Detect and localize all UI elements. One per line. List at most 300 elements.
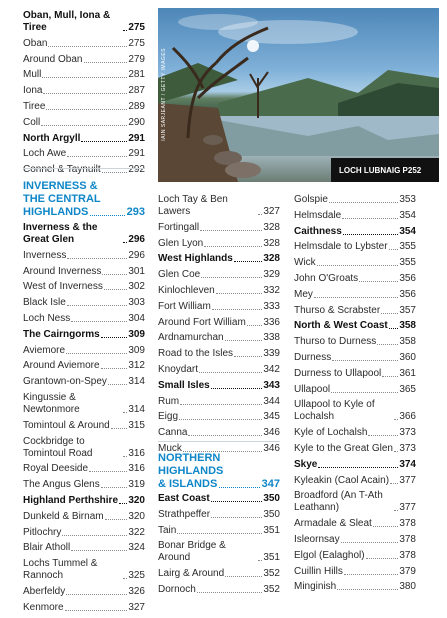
- entry-page-number: 319: [128, 479, 145, 491]
- landscape-illustration: [158, 8, 439, 182]
- dot-leader: [343, 234, 399, 235]
- dot-leader: [123, 456, 127, 457]
- entry-page-number: 373: [399, 427, 416, 439]
- dot-leader: [197, 592, 263, 593]
- dot-leader: [179, 419, 262, 420]
- contents-entry[interactable]: [294, 490, 416, 514]
- entry-page-number: 365: [399, 383, 416, 395]
- entry-page-number: 333: [263, 300, 280, 312]
- contents-column-1-bottom: [23, 222, 145, 618]
- entry-label: Around Inverness: [23, 265, 102, 277]
- contents-entry[interactable]: [158, 222, 280, 234]
- contents-entry[interactable]: [23, 54, 145, 66]
- contents-entry[interactable]: [158, 493, 280, 505]
- contents-entry[interactable]: [23, 313, 145, 325]
- entry-label: Oban: [23, 37, 48, 49]
- dot-leader: [332, 360, 398, 361]
- dot-leader: [359, 281, 398, 282]
- contents-entry[interactable]: [23, 297, 145, 309]
- contents-entry[interactable]: [23, 527, 145, 539]
- dot-leader: [89, 471, 127, 472]
- contents-entry[interactable]: [158, 253, 280, 265]
- entry-label: Muck: [158, 442, 182, 454]
- entry-label: Highland Perthshire: [23, 494, 119, 506]
- entry-label: Skye: [294, 458, 318, 470]
- dot-leader: [373, 526, 398, 527]
- entry-page-number: 353: [399, 194, 416, 205]
- entry-page-number: 320: [128, 494, 145, 506]
- entry-page-number: 351: [263, 524, 280, 536]
- entry-label: Fortingall: [158, 221, 200, 233]
- entry-page-number: 378: [399, 533, 416, 545]
- contents-entry[interactable]: [23, 479, 145, 491]
- contents-entry[interactable]: [23, 436, 145, 460]
- contents-entry[interactable]: [23, 281, 145, 293]
- contents-entry[interactable]: [294, 534, 416, 546]
- entry-page-number: 328: [263, 253, 280, 265]
- dot-leader: [394, 419, 398, 420]
- contents-entry[interactable]: [158, 269, 280, 281]
- entry-page-number: 316: [128, 447, 145, 459]
- entry-label: Durness to Ullapool: [294, 367, 382, 379]
- dot-leader: [382, 376, 398, 377]
- entry-label: Road to the Isles: [158, 348, 234, 360]
- entry-label: The Cairngorms: [23, 328, 100, 340]
- entry-label: West of Inverness: [23, 281, 103, 293]
- dot-leader: [123, 578, 127, 579]
- section-heading-page: 293: [126, 206, 145, 218]
- section-heading-line-3: & ISLANDS: [158, 478, 218, 490]
- contents-entry[interactable]: [294, 305, 416, 317]
- entry-label: Pitlochry: [23, 526, 62, 538]
- dot-leader: [67, 156, 127, 157]
- dot-leader: [119, 503, 127, 504]
- entry-label: Small Isles: [158, 379, 210, 391]
- dot-leader: [65, 610, 128, 611]
- contents-entry[interactable]: [158, 584, 280, 596]
- entry-label: Blair Atholl: [23, 542, 71, 554]
- dot-leader: [66, 594, 127, 595]
- dot-leader: [216, 293, 263, 294]
- entry-label: Connel & Taynuilt: [23, 164, 101, 176]
- contents-entry[interactable]: [23, 558, 145, 582]
- dot-leader: [66, 353, 127, 354]
- entry-page-number: 275: [128, 22, 145, 33]
- entry-label: Dornoch: [158, 583, 196, 595]
- entry-label: Around Oban: [23, 53, 83, 65]
- entry-page-number: 320: [128, 510, 145, 522]
- entry-page-number: 352: [263, 568, 280, 580]
- entry-label: Loch Ness: [23, 312, 71, 324]
- contents-entry[interactable]: [23, 360, 145, 372]
- entry-label: Knoydart: [158, 363, 199, 375]
- contents-entry[interactable]: [23, 463, 145, 475]
- contents-entry[interactable]: [23, 148, 145, 160]
- entry-page-number: 354: [399, 209, 416, 221]
- entry-page-number: 324: [128, 542, 145, 554]
- contents-entry[interactable]: [158, 540, 280, 564]
- entry-label: Fort William: [158, 300, 211, 312]
- entry-label: Ardnamurchan: [158, 332, 224, 344]
- entry-page-number: 287: [128, 85, 145, 97]
- dot-leader: [43, 93, 127, 94]
- entry-label: Grantown-on-Spey: [23, 376, 107, 388]
- entry-page-number: 303: [128, 297, 145, 309]
- entry-page-number: 275: [128, 37, 145, 49]
- contents-entry[interactable]: [294, 226, 416, 238]
- entry-page-number: 352: [263, 583, 280, 595]
- dot-leader: [188, 435, 262, 436]
- entry-page-number: 291: [128, 148, 145, 160]
- entry-label: Black Isle: [23, 297, 66, 309]
- entry-page-number: 378: [399, 549, 416, 561]
- dot-leader: [46, 109, 127, 110]
- loch-lubnaig-photo: [158, 8, 439, 182]
- contents-entry[interactable]: [294, 368, 416, 380]
- contents-entry[interactable]: [294, 581, 416, 593]
- entry-page-number: 314: [128, 403, 145, 415]
- entry-label: Elgol (Ealaghol): [294, 549, 365, 561]
- entry-page-number: 281: [128, 69, 145, 81]
- entry-page-number: 373: [399, 442, 416, 454]
- contents-entry[interactable]: [294, 443, 416, 455]
- entry-page-number: 380: [399, 581, 416, 593]
- dot-leader: [42, 77, 127, 78]
- dot-leader: [41, 125, 127, 126]
- dot-leader: [71, 550, 127, 551]
- entry-page-number: 325: [128, 570, 145, 582]
- entry-label: Ullapool to Kyle of Lochalsh: [294, 399, 375, 423]
- contents-entry[interactable]: [23, 511, 145, 523]
- dot-leader: [368, 435, 398, 436]
- entry-label: Cuillin Hills: [294, 565, 343, 577]
- contents-entry[interactable]: [23, 266, 145, 278]
- entry-label: Wick: [294, 257, 316, 269]
- contents-entry[interactable]: [23, 164, 145, 176]
- contents-entry[interactable]: [158, 194, 280, 218]
- entry-page-number: 309: [128, 328, 145, 340]
- contents-entry[interactable]: [23, 392, 145, 416]
- entry-label: Rum: [158, 395, 180, 407]
- contents-entry[interactable]: [23, 101, 145, 113]
- entry-label: Inverness & the Great Glen: [23, 222, 98, 245]
- entry-label: Coll: [23, 116, 41, 128]
- entry-page-number: 290: [128, 116, 145, 128]
- entry-page-number: 350: [263, 493, 280, 504]
- entry-label: Inverness: [23, 249, 67, 261]
- entry-page-number: 374: [399, 458, 416, 470]
- entry-label: Kyle to the Great Glen: [294, 442, 393, 454]
- contents-entry[interactable]: [23, 329, 145, 341]
- dot-leader: [258, 560, 262, 561]
- entry-page-number: 279: [128, 53, 145, 65]
- entry-label: Bonar Bridge & Around: [158, 540, 226, 564]
- dot-leader: [317, 265, 399, 266]
- dot-leader: [394, 510, 398, 511]
- entry-label: Mull: [23, 69, 42, 81]
- entry-label: Cockbridge to Tomintoul Road: [23, 435, 93, 459]
- dot-leader: [123, 242, 127, 243]
- dot-leader: [390, 483, 398, 484]
- contents-entry[interactable]: [23, 38, 145, 50]
- photo-credit: IAIN SARJEANT / GETTY IMAGES: [161, 48, 167, 141]
- contents-entry[interactable]: [294, 273, 416, 285]
- entry-page-number: 360: [399, 351, 416, 363]
- section-heading-line-1: INVERNESS &: [23, 180, 98, 192]
- entry-label: Glen Coe: [158, 269, 201, 281]
- entry-label: Canna: [158, 427, 188, 439]
- dot-leader: [81, 141, 127, 142]
- entry-page-number: 327: [128, 601, 145, 613]
- entry-label: Kyleakin (Caol Acain): [294, 474, 390, 486]
- contents-entry[interactable]: [294, 210, 416, 222]
- dot-leader: [318, 467, 398, 468]
- dot-leader: [258, 214, 262, 215]
- contents-column-1-top: [23, 10, 145, 180]
- entry-page-number: 292: [128, 164, 145, 176]
- contents-entry[interactable]: [23, 420, 145, 432]
- entry-label: North Argyll: [23, 132, 81, 144]
- entry-page-number: 296: [128, 234, 145, 245]
- entry-page-number: 355: [399, 257, 416, 269]
- dot-leader: [102, 274, 127, 275]
- entry-page-number: 322: [128, 526, 145, 538]
- dot-leader: [331, 392, 398, 393]
- section-heading-page: 347: [261, 478, 280, 490]
- dot-leader: [394, 451, 398, 452]
- entry-label: Kyle of Lochalsh: [294, 427, 368, 439]
- dot-leader: [104, 289, 127, 290]
- dot-leader: [341, 542, 399, 543]
- entry-label: Armadale & Sleat: [294, 518, 372, 530]
- contents-entry[interactable]: [158, 317, 280, 329]
- contents-entry[interactable]: [294, 518, 416, 530]
- entry-label: West Highlands: [158, 253, 233, 265]
- contents-entry[interactable]: [23, 85, 145, 97]
- dot-leader: [344, 574, 398, 575]
- dot-leader: [123, 30, 127, 31]
- entry-page-number: 328: [263, 221, 280, 233]
- entry-page-number: 346: [263, 442, 280, 454]
- entry-label: Oban, Mull, Iona & Tiree: [23, 10, 111, 33]
- contents-entry[interactable]: [294, 550, 416, 562]
- dot-leader: [62, 535, 127, 536]
- dot-leader: [377, 344, 398, 345]
- section-heading-line-3: HIGHLANDS: [23, 206, 89, 218]
- dot-leader: [199, 372, 262, 373]
- entry-page-number: 296: [128, 249, 145, 261]
- entry-label: Around Aviemore: [23, 360, 100, 372]
- contents-entry[interactable]: [23, 376, 145, 388]
- entry-label: Around Fort William: [158, 316, 246, 328]
- contents-entry[interactable]: [158, 285, 280, 297]
- entry-page-number: 289: [128, 100, 145, 112]
- entry-label: Isleornsay: [294, 533, 340, 545]
- contents-entry[interactable]: [23, 222, 145, 246]
- entry-label: Thurso & Scrabster: [294, 304, 381, 316]
- entry-page-number: 304: [128, 312, 145, 324]
- dot-leader: [84, 62, 128, 63]
- dot-leader: [200, 230, 262, 231]
- entry-page-number: 346: [263, 427, 280, 439]
- entry-label: Glen Lyon: [158, 237, 204, 249]
- contents-entry[interactable]: [158, 380, 280, 392]
- contents-entry[interactable]: [158, 238, 280, 250]
- entry-page-number: 309: [128, 344, 145, 356]
- contents-entry[interactable]: [23, 69, 145, 81]
- contents-entry[interactable]: [294, 241, 416, 253]
- entry-label: Loch Awe: [23, 148, 67, 160]
- entry-label: Thurso to Durness: [294, 336, 377, 348]
- entry-label: Golspie: [294, 194, 328, 205]
- contents-entry[interactable]: [158, 301, 280, 313]
- entry-label: North & West Coast: [294, 320, 388, 332]
- entry-label: Helmsdale: [294, 209, 342, 221]
- contents-entry[interactable]: [23, 133, 145, 145]
- entry-page-number: 350: [263, 508, 280, 520]
- contents-entry[interactable]: [294, 289, 416, 301]
- contents-entry[interactable]: [294, 384, 416, 396]
- contents-entry[interactable]: [294, 320, 416, 332]
- entry-label: The Angus Glens: [23, 479, 100, 491]
- entry-page-number: 377: [399, 502, 416, 514]
- entry-label: Loch Tay & Ben Lawers: [158, 194, 228, 217]
- entry-page-number: 312: [128, 360, 145, 372]
- dot-leader: [180, 404, 262, 405]
- contents-entry[interactable]: [158, 525, 280, 537]
- entry-page-number: 301: [128, 265, 145, 277]
- dot-leader: [102, 172, 128, 173]
- entry-page-number: 327: [263, 206, 280, 217]
- dot-leader: [211, 388, 263, 389]
- contents-entry[interactable]: [158, 364, 280, 376]
- entry-page-number: 336: [263, 316, 280, 328]
- dot-leader: [71, 321, 127, 322]
- dot-leader: [177, 533, 262, 534]
- dot-leader: [48, 46, 127, 47]
- dot-leader: [111, 428, 128, 429]
- entry-label: Mey: [294, 288, 313, 300]
- contents-entry[interactable]: [158, 411, 280, 423]
- section-heading-line-2: HIGHLANDS: [158, 465, 224, 477]
- contents-entry[interactable]: [294, 194, 416, 206]
- entry-page-number: 339: [263, 348, 280, 360]
- dot-leader: [101, 368, 128, 369]
- entry-page-number: 355: [399, 241, 416, 253]
- entry-label: Tomintoul & Around: [23, 419, 110, 431]
- dot-leader: [105, 519, 128, 520]
- contents-entry[interactable]: [23, 495, 145, 507]
- dot-leader: [389, 328, 399, 329]
- entry-label: Kinlochleven: [158, 284, 215, 296]
- contents-entry[interactable]: [158, 332, 280, 344]
- section-heading-northern[interactable]: [158, 452, 280, 491]
- dot-leader: [211, 501, 263, 502]
- contents-entry[interactable]: [294, 352, 416, 364]
- entry-page-number: 366: [399, 411, 416, 423]
- dot-leader: [204, 246, 262, 247]
- contents-column-3: [294, 194, 416, 597]
- contents-entry[interactable]: [294, 475, 416, 487]
- entry-page-number: 291: [128, 132, 145, 144]
- contents-entry[interactable]: [158, 396, 280, 408]
- entry-label: Kingussie & Newtonmore: [23, 391, 80, 415]
- contents-entry[interactable]: [294, 257, 416, 269]
- dot-leader: [247, 325, 263, 326]
- entry-page-number: 344: [263, 395, 280, 407]
- contents-entry[interactable]: [23, 542, 145, 554]
- contents-entry[interactable]: [23, 345, 145, 357]
- entry-page-number: 343: [263, 379, 280, 391]
- entry-page-number: 377: [399, 474, 416, 486]
- contents-entry[interactable]: [294, 427, 416, 439]
- contents-entry[interactable]: [23, 602, 145, 614]
- entry-label: Durness: [294, 351, 332, 363]
- contents-entry[interactable]: [158, 568, 280, 580]
- dot-leader: [366, 558, 399, 559]
- entry-label: Aberfeldy: [23, 585, 66, 597]
- entry-label: Eigg: [158, 411, 179, 423]
- entry-page-number: 345: [263, 411, 280, 423]
- contents-entry[interactable]: [23, 117, 145, 129]
- contents-entry[interactable]: [294, 459, 416, 471]
- entry-label: Broadford (An T-Ath Leathann): [294, 490, 383, 514]
- contents-entry[interactable]: [23, 586, 145, 598]
- section-heading-inverness[interactable]: [23, 180, 145, 219]
- dot-leader: [67, 258, 127, 259]
- contents-entry[interactable]: [294, 336, 416, 348]
- photo-caption: LOCH LUBNAIG P252: [331, 158, 439, 182]
- entry-page-number: 316: [128, 463, 145, 475]
- entry-label: Lairg & Around: [158, 568, 225, 580]
- contents-entry[interactable]: [158, 509, 280, 521]
- entry-label: John O'Groats: [294, 272, 359, 284]
- entry-label: Minginish: [294, 581, 337, 593]
- contents-entry[interactable]: [158, 348, 280, 360]
- dot-leader: [225, 340, 263, 341]
- entry-label: Lochs Tummel & Rannoch: [23, 558, 98, 582]
- dot-leader: [234, 356, 262, 357]
- entry-page-number: 326: [128, 585, 145, 597]
- entry-page-number: 356: [399, 288, 416, 300]
- entry-page-number: 357: [399, 304, 416, 316]
- entry-page-number: 378: [399, 518, 416, 530]
- dot-leader: [337, 589, 398, 590]
- contents-entry[interactable]: [294, 566, 416, 578]
- dot-leader: [211, 517, 262, 518]
- entry-page-number: 338: [263, 332, 280, 344]
- contents-entry[interactable]: [158, 427, 280, 439]
- entry-page-number: 328: [263, 237, 280, 249]
- section-heading-line-1: NORTHERN: [158, 452, 221, 464]
- dot-leader: [329, 202, 398, 203]
- contents-entry[interactable]: [23, 10, 145, 34]
- contents-entry[interactable]: [294, 399, 416, 423]
- contents-column-2-top: [158, 194, 280, 459]
- entry-page-number: 314: [128, 376, 145, 388]
- contents-entry[interactable]: [23, 250, 145, 262]
- dot-leader: [67, 305, 128, 306]
- entry-page-number: 342: [263, 363, 280, 375]
- entry-label: Tiree: [23, 100, 46, 112]
- dot-leader: [108, 384, 127, 385]
- entry-label: East Coast: [158, 493, 210, 504]
- entry-page-number: 361: [399, 367, 416, 379]
- entry-label: Aviemore: [23, 344, 66, 356]
- dot-leader: [101, 487, 128, 488]
- entry-page-number: 354: [399, 225, 416, 237]
- entry-page-number: 329: [263, 269, 280, 281]
